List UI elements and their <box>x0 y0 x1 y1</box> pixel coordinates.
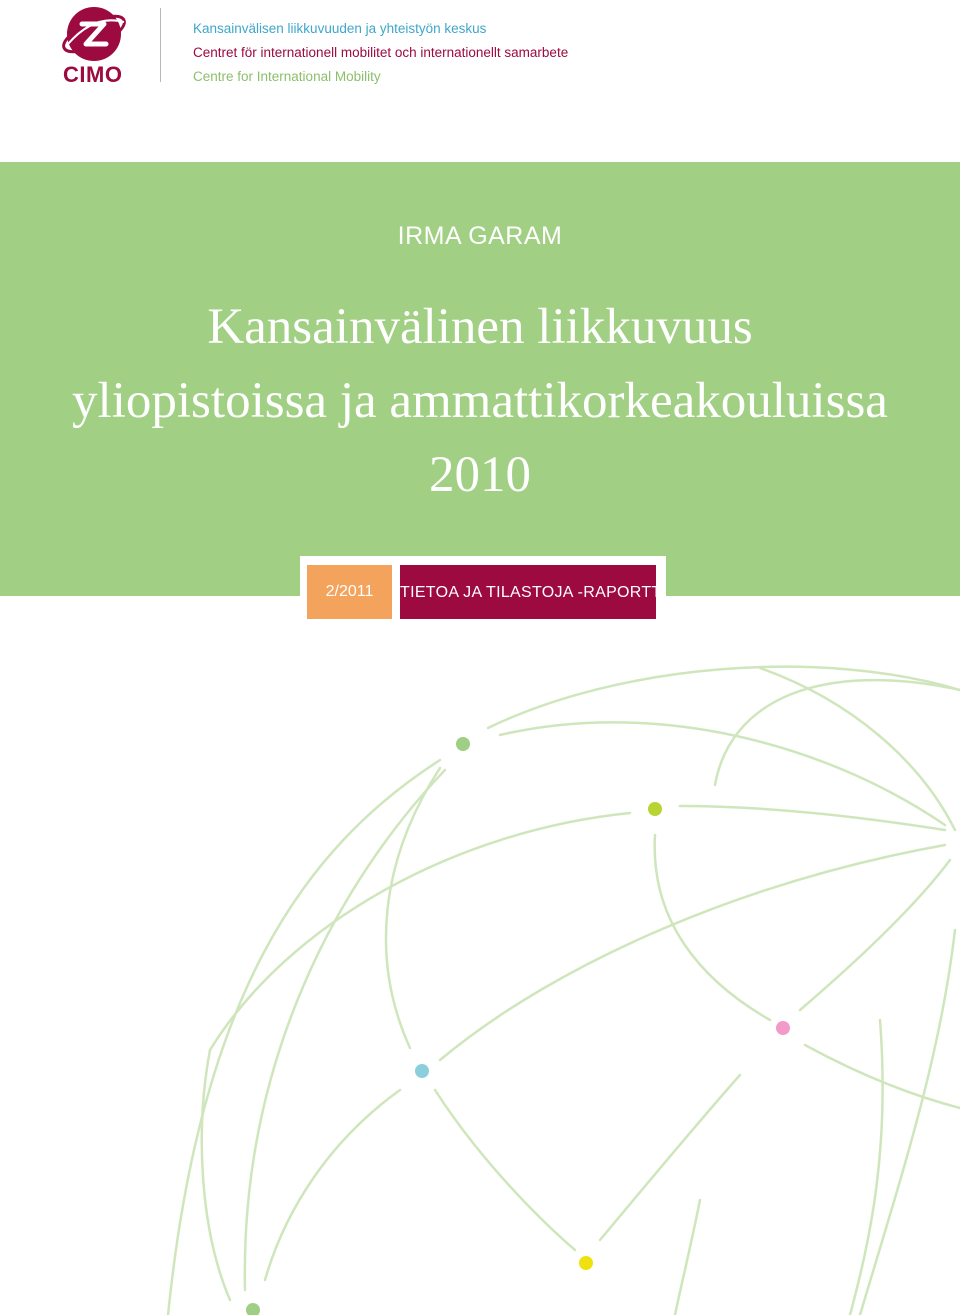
globe-arc <box>245 770 445 1290</box>
author-name: IRMA GARAM <box>397 222 563 250</box>
globe-arc <box>800 860 950 1010</box>
globe-arc <box>210 813 630 1050</box>
globe-arc <box>202 1050 230 1300</box>
globe-arc <box>435 1090 575 1250</box>
page-header <box>0 0 960 162</box>
globe-node-dot <box>579 1256 593 1270</box>
title-line: 2010 <box>429 447 531 503</box>
globe-arc <box>680 806 945 830</box>
globe-arc <box>440 845 945 1060</box>
globe-arc <box>715 680 960 785</box>
logo-text: CIMO <box>63 62 123 87</box>
globe-arc <box>500 722 945 825</box>
globe-arc <box>675 1200 700 1315</box>
header-divider <box>160 8 161 82</box>
series-number-badge: 2/2011 <box>307 565 392 619</box>
globe-arc <box>386 768 440 1048</box>
globe-arc <box>850 1020 883 1315</box>
globe-node-dot <box>246 1303 260 1315</box>
globe-node-dot <box>415 1064 429 1078</box>
organization-taglines <box>193 17 568 89</box>
globe-arc <box>805 1045 960 1108</box>
globe-arc <box>760 668 955 830</box>
title-line: yliopistoissa ja ammattikorkeakouluissa <box>72 373 888 429</box>
globe-arc <box>168 760 440 1315</box>
title-line: Kansainvälinen liikkuvuus <box>207 299 753 355</box>
globe-arc <box>488 667 960 728</box>
globe-arc <box>655 835 770 1020</box>
globe-node-dot <box>648 802 662 816</box>
globe-arc <box>265 1090 400 1280</box>
globe-arc <box>600 1075 740 1240</box>
cimo-globe-icon <box>60 4 132 64</box>
globe-node-dot <box>456 737 470 751</box>
globe-arc <box>860 930 955 1315</box>
cimo-logo <box>60 4 132 86</box>
series-name-badge: TIETOA JA TILASTOJA -RAPORTTI <box>400 565 656 619</box>
globe-node-dot <box>776 1021 790 1035</box>
tagline-english: Centre for International Mobility <box>193 69 381 84</box>
tagline-finnish: Kansainvälisen liikkuvuuden ja yhteistyön keskus <box>193 21 487 36</box>
report-title <box>0 290 960 512</box>
tagline-swedish: Centret för internationell mobilitet och internationellt samarbete <box>193 45 569 60</box>
